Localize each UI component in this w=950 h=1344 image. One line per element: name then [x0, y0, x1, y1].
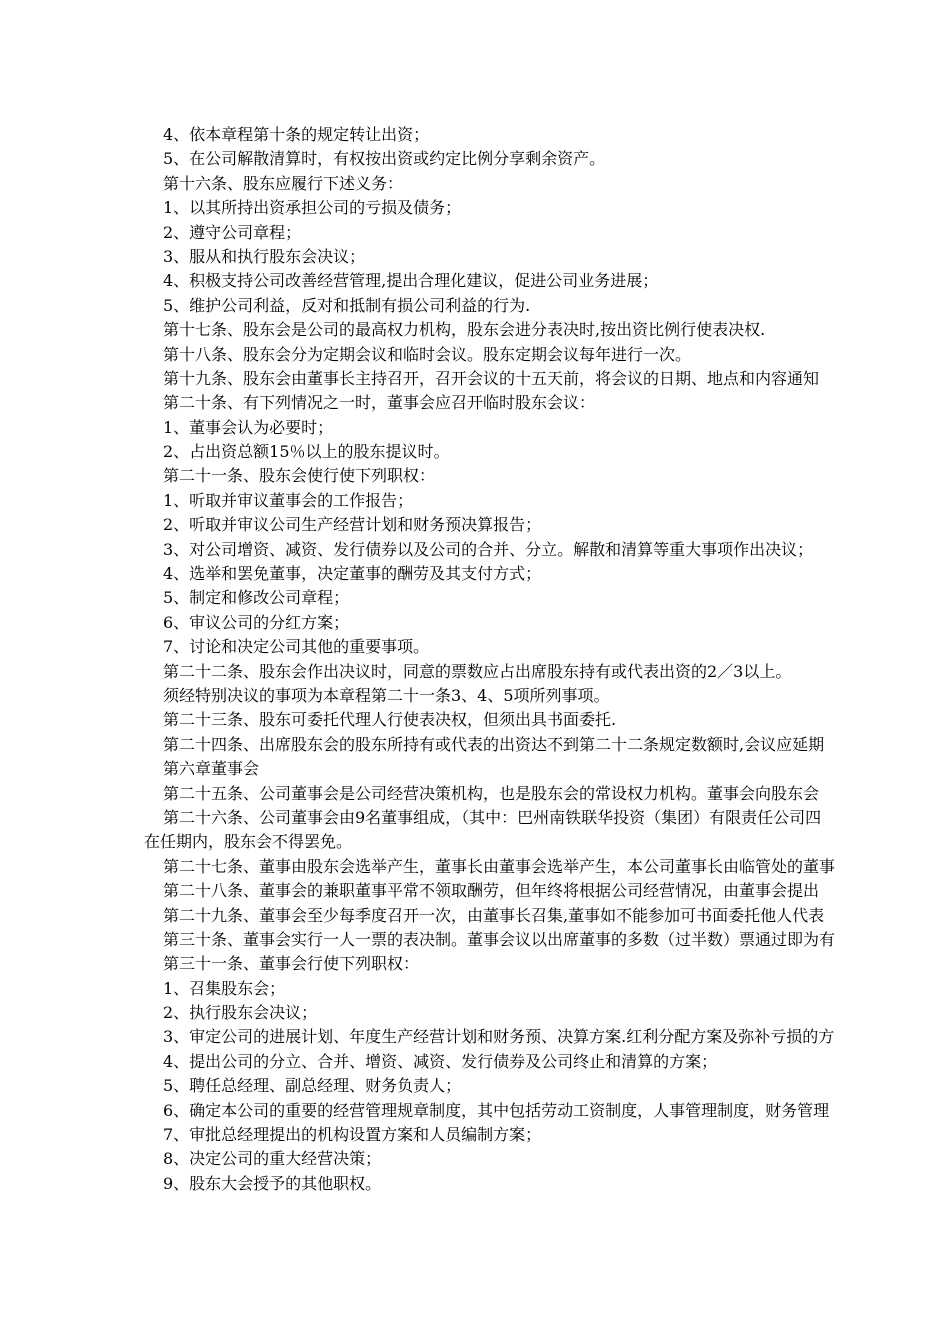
text-line: 1、听取并审议董事会的工作报告；	[163, 490, 414, 510]
text-line: 第二十二条、股东会作出决议时，同意的票数应占出席股东持有或代表出资的2／3以上。	[163, 661, 792, 681]
text-line: 第十九条、股东会由董事长主持召开，召开会议的十五天前，将会议的日期、地点和内容通知	[163, 368, 820, 388]
text-line: 第二十三条、股东可委托代理人行使表决权，但须出具书面委托.	[163, 710, 617, 730]
text-line: 9、股东大会授予的其他职权。	[163, 1173, 382, 1193]
text-line: 2、听取并审议公司生产经营计划和财务预决算报告；	[163, 515, 542, 535]
text-line: 第十八条、股东会分为定期会议和临时会议。股东定期会议每年进行一次。	[163, 344, 692, 364]
text-line: 2、执行股东会决议；	[163, 1003, 318, 1023]
text-line: 第二十九条、董事会至少每季度召开一次，由董事长召集,董事如不能参加可书面委托他人代表	[163, 905, 825, 925]
text-line: 3、服从和执行股东会决议；	[163, 246, 366, 266]
text-line: 5、聘任总经理、副总经理、财务负责人；	[163, 1076, 462, 1096]
text-line: 1、召集股东会；	[163, 978, 286, 998]
text-line: 1、董事会认为必要时；	[163, 417, 334, 437]
text-line: 第二十七条、董事由股东会选举产生，董事长由董事会选举产生，本公司董事长由临管处的董事	[163, 856, 836, 876]
text-line: 第三十一条、董事会行使下列职权：	[163, 954, 420, 974]
text-line: 第二十四条、出席股东会的股东所持有或代表的出资达不到第二十二条规定数额时,会议应延期	[163, 734, 825, 754]
text-line: 第二十六条、公司董事会由9名董事组成，（其中：巴州南铁联华投资（集团）有限责任公司四	[163, 807, 822, 827]
text-line: 5、在公司解散清算时，有权按出资或约定比例分享剩余资产。	[163, 149, 606, 169]
document-body	[0, 123, 950, 1196]
text-line: 4、提出公司的分立、合并、增资、减资、发行债券及公司终止和清算的方案；	[163, 1051, 718, 1071]
text-line: 5、制定和修改公司章程；	[163, 588, 350, 608]
text-line: 3、审定公司的进展计划、年度生产经营计划和财务预、决算方案.红利分配方案及弥补亏损的方	[163, 1027, 835, 1047]
text-line: 第二十五条、公司董事会是公司经营决策机构，也是股东会的常设权力机构。董事会向股东会	[163, 783, 820, 803]
text-line: 5、维护公司利益，反对和抵制有损公司利益的行为.	[163, 295, 531, 315]
text-line: 在任期内，股东会不得罢免。	[144, 832, 353, 852]
text-line: 第六章董事会	[163, 759, 260, 779]
text-line: 3、对公司增资、减资、发行债券以及公司的合并、分立。解散和清算等重大事项作出决议；	[163, 539, 814, 559]
text-line: 4、依本章程第十条的规定转让出资；	[163, 125, 430, 144]
text-line: 第三十条、董事会实行一人一票的表决制。董事会议以出席董事的多数（过半数）票通过即为有	[163, 929, 836, 949]
text-line: 7、审批总经理提出的机构设置方案和人员编制方案；	[163, 1125, 542, 1145]
text-line: 须经特别决议的事项为本章程第二十一条3、4、5项所列事项。	[163, 685, 610, 705]
text-line: 7、讨论和决定公司其他的重要事项。	[163, 637, 430, 657]
text-line: 第十六条、股东应履行下述义务：	[163, 173, 404, 193]
text-line: 6、审议公司的分红方案；	[163, 612, 350, 632]
text-line: 第二十条、有下列情况之一时，董事会应召开临时股东会议：	[163, 393, 596, 413]
text-line: 1、以其所持出资承担公司的亏损及债务；	[163, 198, 462, 218]
text-line: 4、选举和罢免董事，决定董事的酬劳及其支付方式；	[163, 564, 542, 584]
text-line: 6、确定本公司的重要的经营管理规章制度，其中包括劳动工资制度，人事管理制度，财务管理	[163, 1100, 830, 1120]
text-line: 第二十八条、董事会的兼职董事平常不领取酬劳，但年终将根据公司经营情况，由董事会提出	[163, 881, 820, 901]
text-line: 2、占出资总额15％以上的股东提议时。	[163, 442, 450, 462]
text-line: 2、遵守公司章程；	[163, 222, 302, 242]
text-line: 第二十一条、股东会使行使下列职权：	[163, 466, 436, 486]
text-line: 第十七条、股东会是公司的最高权力机构，股东会进分表决时,按出资比例行使表决权.	[163, 320, 766, 340]
text-line: 4、积极支持公司改善经营管理,提出合理化建议，促进公司业务进展；	[163, 271, 659, 291]
text-line: 8、决定公司的重大经营决策；	[163, 1149, 382, 1169]
